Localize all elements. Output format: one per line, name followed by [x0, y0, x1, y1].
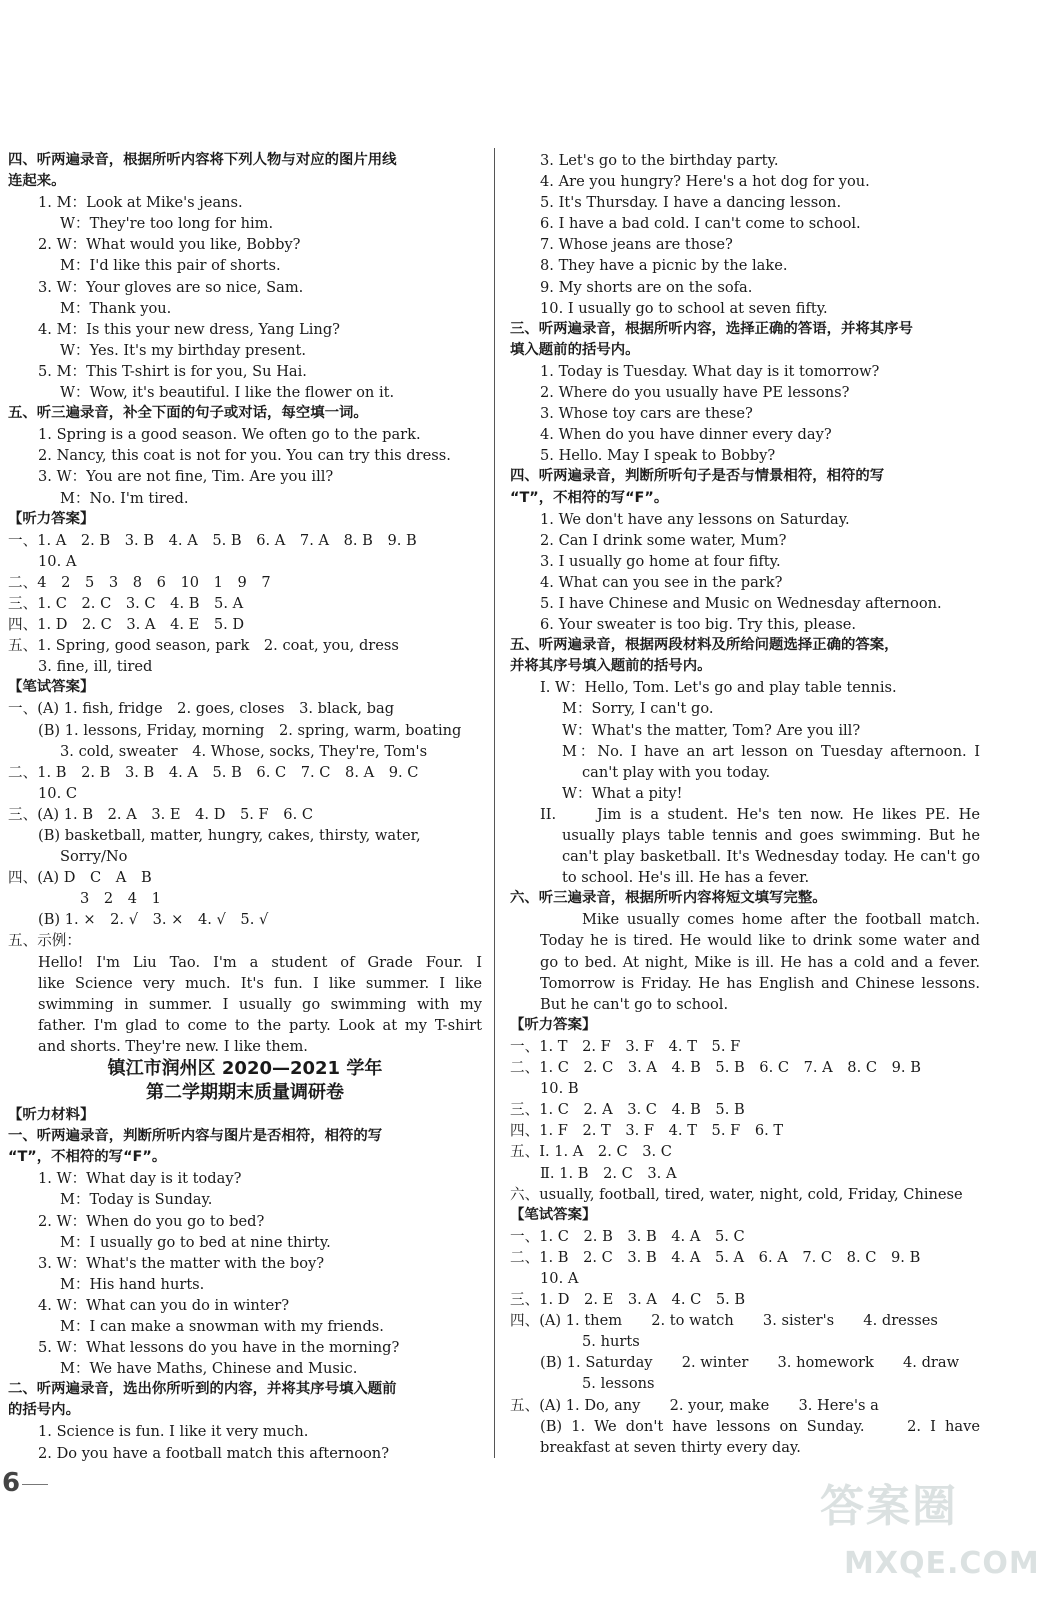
left-line: 5. W：What lessons do you have in the morning?	[38, 1339, 400, 1357]
left-line: 3. W：You are not fine, Tim. Are you ill?	[38, 468, 334, 486]
right-line: 二、1. C 2. C 3. A 4. B 5. B 6. C 7. A 8. C 9. B	[510, 1059, 921, 1077]
left-line: M：I usually go to bed at nine thirty.	[60, 1233, 331, 1251]
right-line: 1. Today is Tuesday. What day is it tomorrow?	[540, 362, 880, 380]
right-line: 四、1. F 2. T 3. F 4. T 5. F 6. T	[510, 1122, 784, 1140]
left-column	[8, 150, 482, 1464]
left-line: 连起来。	[8, 173, 66, 190]
right-line: 3. Whose toy cars are these?	[540, 405, 753, 423]
right-line: Tomorrow is Friday. He has English and Chinese lessons.	[540, 974, 980, 992]
left-line: 【听力答案】	[8, 510, 95, 527]
right-line: “T”，不相符的写“F”。	[510, 489, 669, 506]
left-line: M：I can make a snowman with my friends.	[60, 1317, 384, 1335]
page-number-dash	[22, 1484, 48, 1485]
right-line: 并将其序号填入题前的括号内。	[510, 658, 712, 675]
right-line: (B) 1. We don't have lessons on Sunday. 2. I have	[540, 1417, 980, 1435]
right-line: 3. I usually go home at four fifty.	[540, 552, 781, 570]
right-line: Ⅱ. 1. B 2. C 3. A	[540, 1164, 677, 1182]
left-line: M：No. I'm tired.	[60, 489, 189, 507]
left-line: and shorts. They're new. I like them.	[38, 1037, 308, 1055]
right-line: 4. When do you have dinner every day?	[540, 426, 832, 444]
left-line: 第二学期期末质量调研卷	[146, 1082, 344, 1104]
left-line: W：They're too long for him.	[60, 215, 274, 233]
right-line: 3. Let's go to the birthday party.	[540, 152, 779, 169]
left-line: 一、1. A 2. B 3. B 4. A 5. B 6. A 7. A 8. B 9. B	[8, 531, 417, 549]
right-line: 四、(A) 1. them 2. to watch 3. sister's 4. dresses	[510, 1312, 938, 1330]
right-line: 9. My shorts are on the sofa.	[540, 278, 753, 296]
left-line: M：Thank you.	[60, 299, 172, 317]
right-line: 2. Where do you usually have PE lessons?	[540, 384, 850, 402]
left-line: 2. W：When do you go to bed?	[38, 1212, 265, 1230]
right-line: 5. I have Chinese and Music on Wednesday afternoon.	[540, 594, 942, 612]
left-line: 四、1. D 2. C 3. A 4. E 5. D	[8, 616, 245, 634]
right-line: breakfast at seven thirty every day.	[540, 1438, 801, 1456]
right-line: Today he is tired. He would like to drink some water and	[540, 932, 980, 950]
right-line: 7. Whose jeans are those?	[540, 236, 733, 254]
right-line: can't play with you today.	[582, 763, 771, 781]
watermark-logo	[810, 1468, 1040, 1600]
left-line: 2. W：What would you like, Bobby?	[38, 236, 301, 254]
right-line: 一、1. C 2. B 3. B 4. A 5. C	[510, 1227, 745, 1245]
left-line: 的括号内。	[8, 1402, 80, 1419]
left-line: 1. M：Look at Mike's jeans.	[38, 194, 243, 212]
left-line: 10. A	[38, 552, 77, 570]
right-line: Mike usually comes home after the football match.	[582, 911, 980, 929]
left-line: 5. M：This T-shirt is for you, Su Hai.	[38, 362, 307, 380]
left-line: 4. M：Is this your new dress, Yang Ling?	[38, 320, 340, 338]
left-line: 二、4 2 5 3 8 6 10 1 9 7	[8, 573, 271, 591]
left-line: 2. Do you have a football match this afternoon?	[38, 1444, 390, 1462]
right-line: to school. He's ill. He has a fever.	[562, 869, 810, 887]
page-number: 6	[2, 1468, 21, 1498]
left-line: 五、听三遍录音，补全下面的句子或对话，每空填一词。	[8, 405, 368, 422]
left-line: 五、示例：	[8, 932, 81, 950]
left-line: 3. W：What's the matter with the boy?	[38, 1254, 325, 1272]
left-line: 【笔试答案】	[8, 679, 95, 696]
right-line: M：No. I have an art lesson on Tuesday afternoon. I	[562, 742, 980, 760]
left-line: 一、听两遍录音，判断所听内容与图片是否相符，相符的写	[8, 1128, 383, 1145]
left-line: “T”，不相符的写“F”。	[8, 1149, 167, 1166]
left-line: 2. Nancy, this coat is not for you. You can try this dress.	[38, 447, 451, 465]
right-line: go to bed. At night, Mike is ill. He has a cold and a fever.	[540, 953, 980, 971]
left-line: 四、听两遍录音，根据所听内容将下列人物与对应的图片用线	[8, 152, 397, 168]
right-line: 10. I usually go to school at seven fifty.	[540, 299, 828, 317]
left-line: M：Today is Sunday.	[60, 1191, 213, 1209]
right-line: 【听力答案】	[510, 1016, 597, 1033]
right-line: 4. What can you see in the park?	[540, 573, 783, 591]
right-line: M：Sorry, I can't go.	[562, 700, 714, 718]
watermark-bottom-text: MXQE.COM	[844, 1546, 1040, 1581]
left-line: 3. fine, ill, tired	[38, 658, 153, 676]
right-line: But he can't go to school.	[540, 995, 729, 1013]
right-line: 【笔试答案】	[510, 1206, 597, 1223]
right-line: II. Jim is a student. He's ten now. He likes PE. He	[540, 805, 980, 823]
right-line: 三、听两遍录音，根据所听内容，选择正确的答语，并将其序号	[510, 320, 913, 337]
left-line: 一、(A) 1. fish, fridge 2. goes, closes 3. black, bag	[8, 700, 395, 718]
left-line: father. I'm glad to come to the party. Look at my T-shirt	[38, 1016, 482, 1034]
left-line: (B) 1. lessons, Friday, morning 2. spring, warm, boating	[38, 721, 462, 739]
right-line: 六、usually, football, tired, water, night, cold, Friday, Chinese	[510, 1185, 963, 1203]
right-line: 二、1. B 2. C 3. B 4. A 5. A 6. A 7. C 8. C 9. B	[510, 1248, 921, 1266]
right-line: 1. We don't have any lessons on Saturday.	[540, 510, 850, 528]
right-line: 5. hurts	[582, 1333, 640, 1351]
left-line: W：Wow, it's beautiful. I like the flower on it.	[60, 384, 395, 402]
right-line: usually plays table tennis and goes swimming. But he	[562, 827, 980, 844]
left-line: 【听力材料】	[8, 1107, 95, 1124]
left-line: like Science very much. It's fun. I like summer. I like	[38, 974, 482, 992]
left-line: Hello! I'm Liu Tao. I'm a student of Grade Four. I	[38, 953, 482, 971]
left-line: 3. cold, sweater 4. Whose, socks, They're, Tom's	[60, 742, 428, 760]
right-line: 5. Hello. May I speak to Bobby?	[540, 447, 776, 465]
left-line: M：We have Maths, Chinese and Music.	[60, 1360, 358, 1378]
right-line: 2. Can I drink some water, Mum?	[540, 531, 787, 549]
left-line: 3 2 4 1	[80, 890, 161, 908]
right-line: 五、(A) 1. Do, any 2. your, make 3. Here's a	[510, 1396, 879, 1414]
right-line: 三、1. D 2. E 3. A 4. C 5. B	[510, 1291, 746, 1309]
right-line: W：What a pity!	[562, 784, 683, 802]
right-line: 填入题前的括号内。	[510, 341, 640, 358]
left-line: 二、1. B 2. B 3. B 4. A 5. B 6. C 7. C 8. A 9. C	[8, 763, 419, 781]
right-line: 4. Are you hungry? Here's a hot dog for you.	[540, 173, 870, 191]
right-line: 8. They have a picnic by the lake.	[540, 257, 788, 275]
right-line: 一、1. T 2. F 3. F 4. T 5. F	[510, 1037, 741, 1055]
right-line: can't play basketball. It's Wednesday today. He can't go	[562, 848, 980, 866]
left-line: Sorry/No	[60, 848, 128, 866]
right-line: W：What's the matter, Tom? Are you ill?	[562, 721, 861, 739]
left-line: M：I'd like this pair of shorts.	[60, 257, 281, 275]
right-line: 5. It's Thursday. I have a dancing lesson.	[540, 194, 842, 212]
right-line: (B) 1. Saturday 2. winter 3. homework 4. draw	[540, 1354, 960, 1372]
right-line: 10. B	[540, 1080, 579, 1098]
left-line: W：Yes. It's my birthday present.	[60, 341, 307, 359]
right-column	[510, 150, 980, 1458]
left-line: 1. Spring is a good season. We often go to the park.	[38, 426, 421, 444]
left-line: (B) 1. × 2. √ 3. × 4. √ 5. √	[38, 911, 269, 929]
left-line: (B) basketball, matter, hungry, cakes, thirsty, water,	[38, 827, 421, 844]
right-line: 六、听三遍录音，根据所听内容将短文填写完整。	[510, 890, 827, 907]
right-line: 6. Your sweater is too big. Try this, please.	[540, 616, 857, 634]
left-line: 镇江市润州区 2020—2021 学年	[107, 1058, 383, 1080]
left-line: swimming in summer. I usually go swimming with my	[38, 995, 482, 1013]
left-line: 五、1. Spring, good season, park 2. coat, you, dress	[8, 637, 399, 655]
right-line: 三、1. C 2. A 3. C 4. B 5. B	[510, 1101, 745, 1119]
left-line: 1. Science is fun. I like it very much.	[38, 1423, 309, 1441]
left-line: 1. W：What day is it today?	[38, 1170, 242, 1188]
right-line: I. W：Hello, Tom. Let's go and play table tennis.	[540, 679, 897, 697]
right-line: 6. I have a bad cold. I can't come to school.	[540, 215, 861, 233]
left-line: 4. W：What can you do in winter?	[38, 1296, 290, 1314]
left-line: 10. C	[38, 784, 78, 802]
right-line: 5. lessons	[582, 1375, 655, 1393]
column-divider	[494, 148, 495, 1458]
right-line: 五、Ⅰ. 1. A 2. C 3. C	[510, 1143, 672, 1161]
right-line: 四、听两遍录音，判断所听句子是否与情景相符，相符的写	[510, 468, 885, 485]
left-line: 3. W：Your gloves are so nice, Sam.	[38, 278, 304, 296]
left-line: M：His hand hurts.	[60, 1275, 205, 1293]
left-line: 四、(A) D C A B	[8, 869, 152, 887]
right-line: 10. A	[540, 1269, 579, 1287]
right-line: 五、听两遍录音，根据两段材料及所给问题选择正确的答案，	[510, 637, 899, 654]
left-line: 三、1. C 2. C 3. C 4. B 5. A	[8, 594, 244, 612]
watermark-top-text: 答案圈	[820, 1481, 958, 1532]
left-line: 二、听两遍录音，选出你所听到的内容，并将其序号填入题前	[8, 1381, 397, 1398]
left-line: 三、(A) 1. B 2. A 3. E 4. D 5. F 6. C	[8, 805, 314, 823]
